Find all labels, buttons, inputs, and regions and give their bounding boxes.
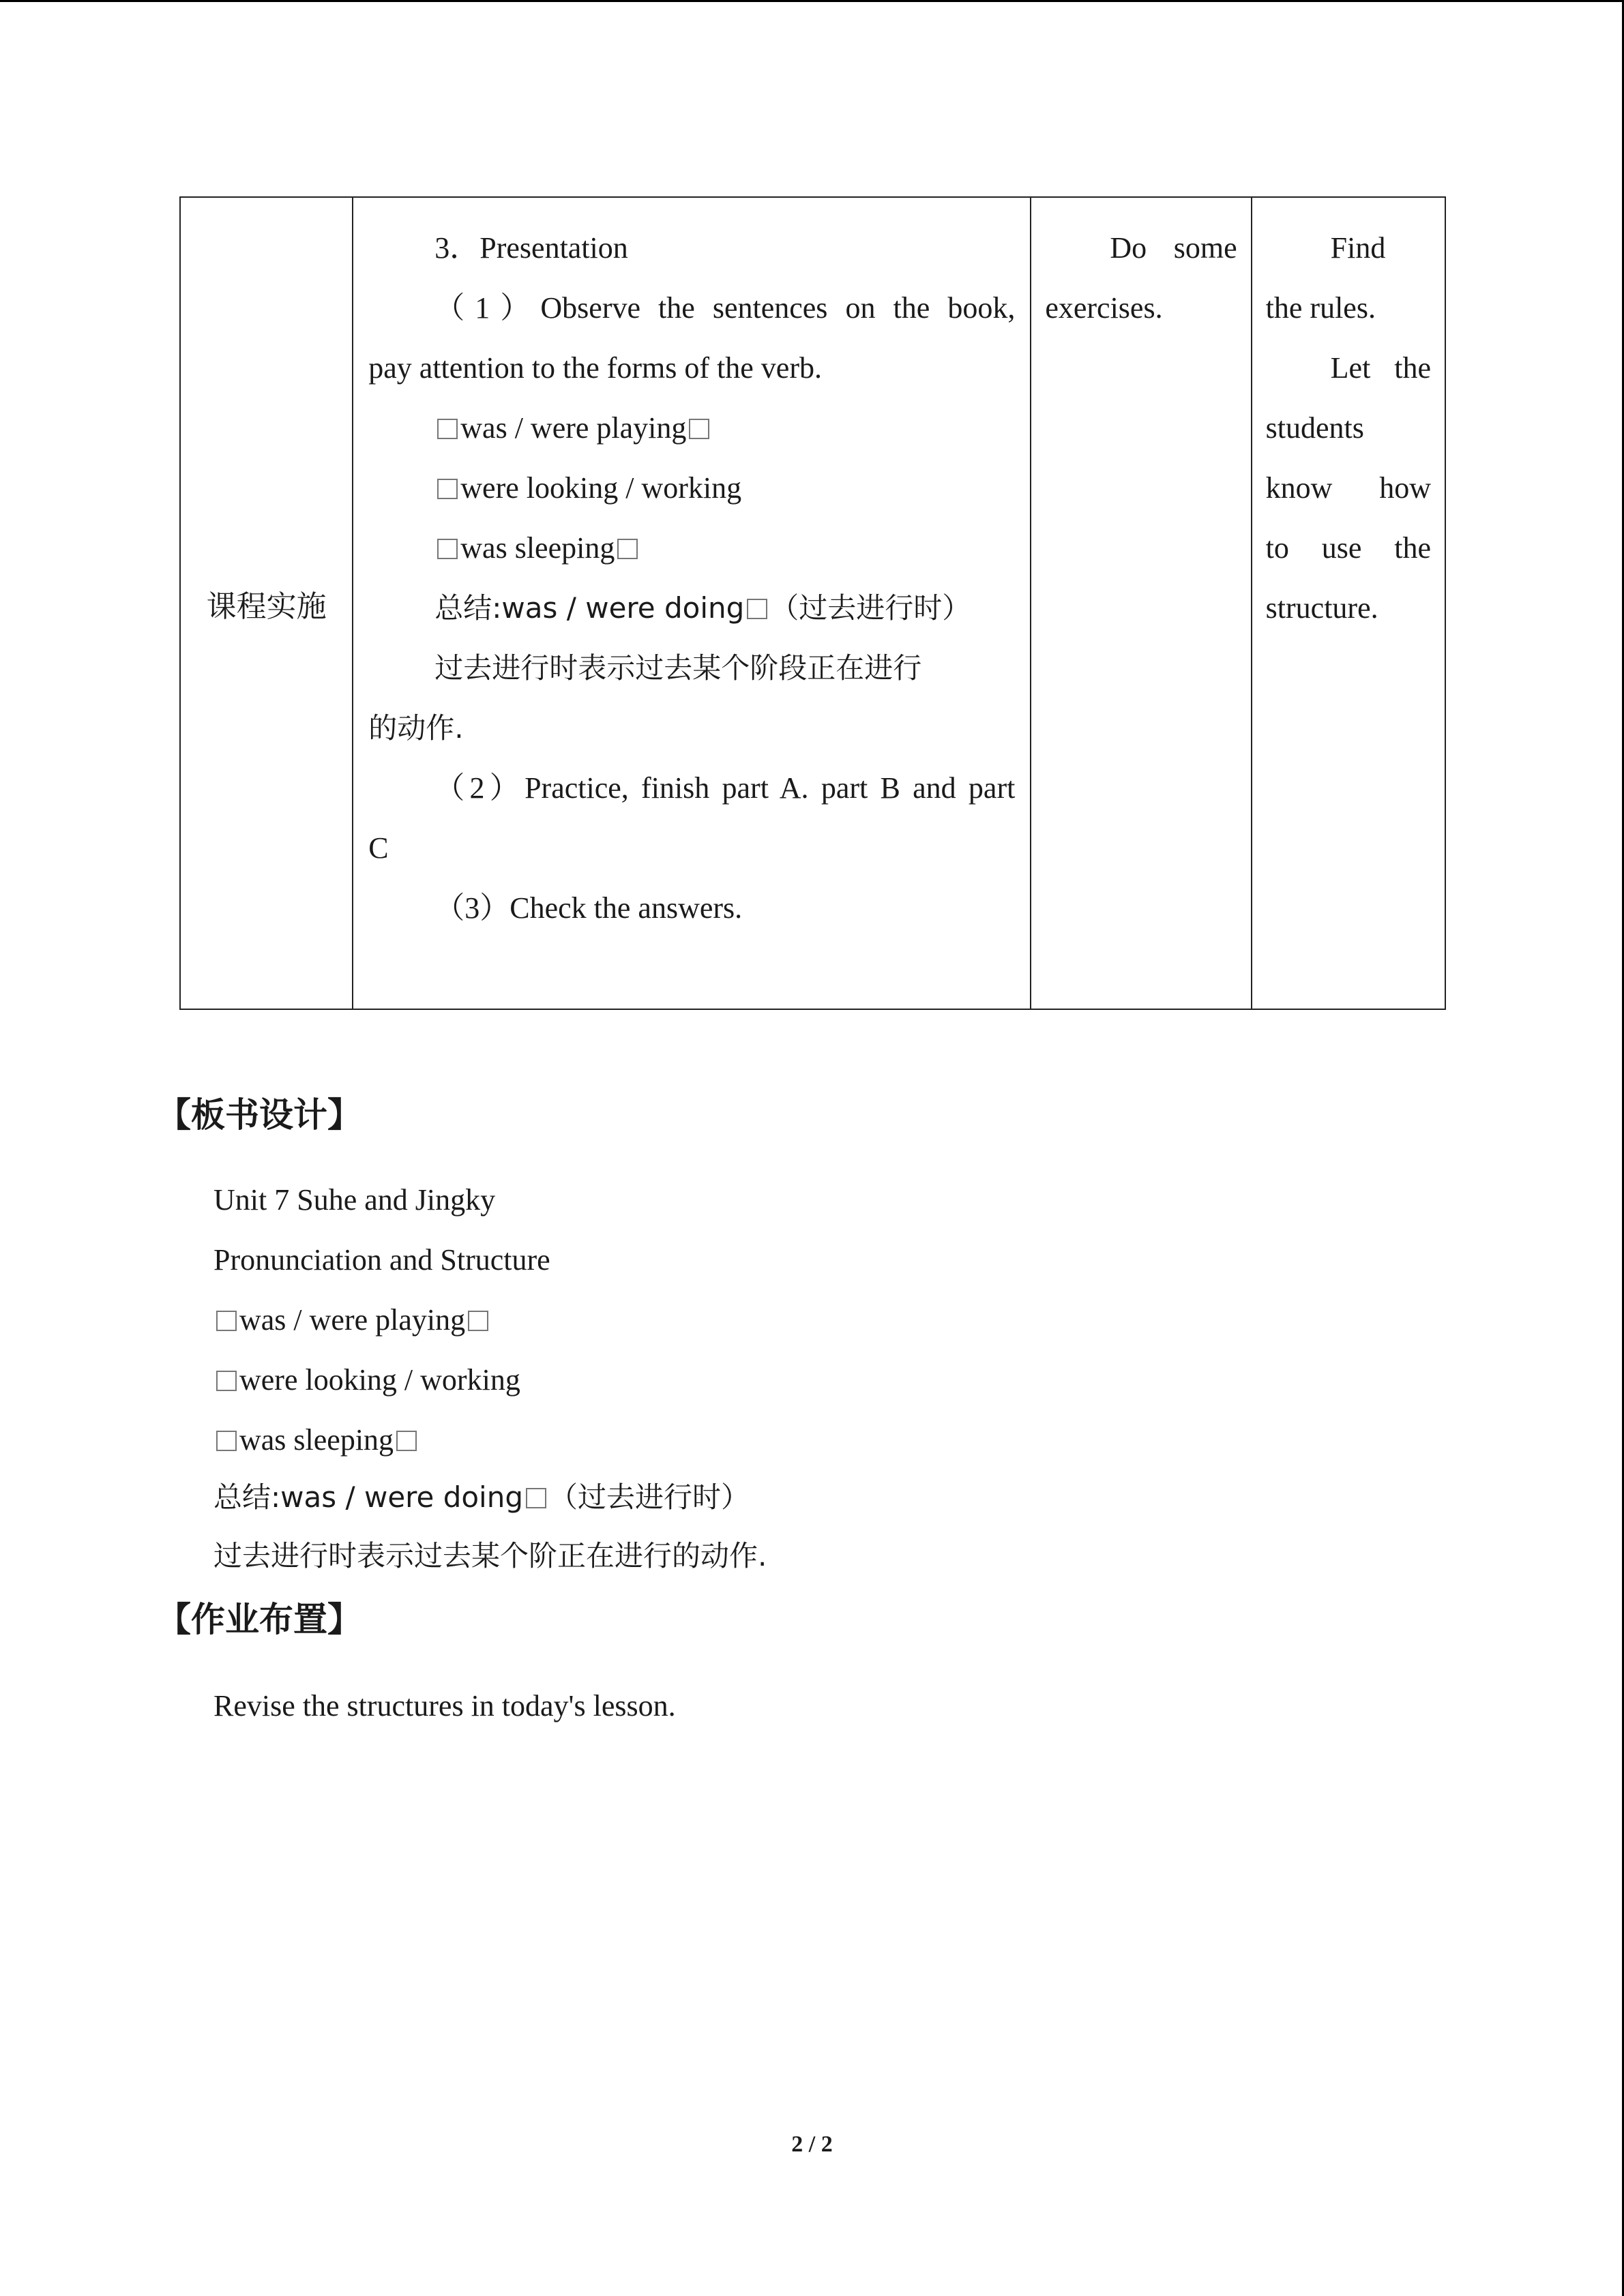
checkbox-glyph-icon	[216, 1371, 237, 1391]
checkbox-glyph-icon	[468, 1311, 488, 1331]
page-border-top	[0, 0, 1624, 2]
step1-line2: pay attention to the forms of the verb.	[368, 351, 822, 385]
blackboard-form: was sleeping	[213, 1420, 419, 1461]
blackboard-title: Unit 7 Suhe and Jingky	[213, 1183, 496, 1217]
purpose-line: to use the	[1265, 531, 1431, 565]
student-activity-line: exercises.	[1045, 291, 1163, 325]
explain-line1: 过去进行时表示过去某个阶段正在进行	[434, 651, 922, 685]
purpose-line: Let the	[1330, 351, 1431, 385]
blackboard-heading: 【板书设计】	[157, 1095, 361, 1135]
student-activity-cell	[1031, 197, 1251, 1009]
checkbox-glyph-icon	[617, 539, 638, 559]
purpose-line: structure.	[1265, 591, 1378, 625]
checkbox-glyph-icon	[216, 1311, 237, 1331]
homework-heading: 【作业布置】	[157, 1600, 361, 1639]
blackboard-summary: 总结:was / were doing （过去进行时）	[213, 1480, 750, 1514]
blackboard-form: were looking / working	[213, 1360, 520, 1401]
form-item: was sleeping	[368, 518, 1015, 578]
summary-line: 总结:was / were doing （过去进行时）	[434, 591, 971, 625]
explain-line2: 的动作.	[368, 711, 464, 745]
blackboard-form: was / were playing	[213, 1300, 491, 1341]
step1-line1: （1）Observe the sentences on the book,	[434, 291, 1016, 325]
form-item: were looking / working	[368, 458, 1015, 518]
step2-line2: C	[368, 831, 389, 865]
checkbox-glyph-icon	[437, 539, 458, 559]
purpose-cell	[1252, 197, 1445, 1009]
presentation-heading: 3．Presentation	[434, 231, 628, 265]
content-cell	[353, 197, 1031, 1009]
checkbox-glyph-icon	[689, 419, 709, 439]
lesson-table	[179, 196, 1446, 1010]
page-number: 2 / 2	[791, 2132, 833, 2157]
stage-label-cell	[180, 197, 353, 1009]
blackboard-explain: 过去进行时表示过去某个阶正在进行的动作.	[213, 1539, 767, 1572]
form-item: was / were playing	[368, 398, 1015, 458]
checkbox-glyph-icon	[437, 419, 458, 439]
purpose-line: students	[1265, 411, 1364, 445]
student-activity-line: Do some	[1110, 231, 1237, 265]
checkbox-glyph-icon	[747, 599, 767, 619]
checkbox-glyph-icon	[437, 479, 458, 499]
checkbox-glyph-icon	[216, 1431, 237, 1451]
checkbox-glyph-icon	[396, 1431, 417, 1451]
blackboard-subtitle: Pronunciation and Structure	[213, 1243, 550, 1277]
purpose-line: the rules.	[1265, 291, 1376, 325]
step3-line: （3）Check the answers.	[434, 891, 743, 925]
homework-text: Revise the structures in today's lesson.	[213, 1689, 676, 1723]
purpose-line: Find	[1330, 231, 1386, 265]
checkbox-glyph-icon	[526, 1488, 546, 1508]
table-row	[180, 197, 1445, 1009]
step2-line1: （2）Practice, finish part A. part B and part	[434, 771, 1016, 805]
stage-label: 课程实施	[206, 588, 327, 624]
purpose-line: know how	[1265, 471, 1431, 505]
